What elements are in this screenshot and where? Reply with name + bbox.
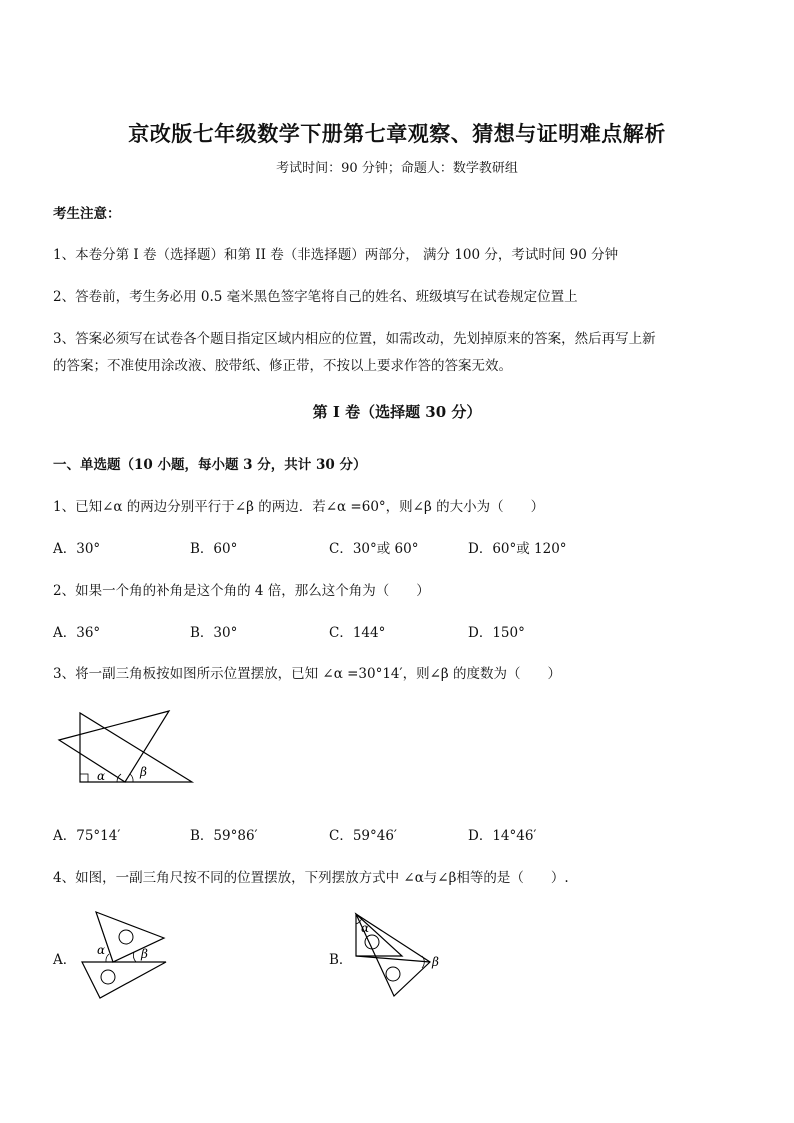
q4-option-b-label[interactable]: B． [329,952,353,968]
q2-option-b[interactable]: B．30° [190,625,238,641]
q4a-lower-triangle [82,962,166,998]
q3-option-a[interactable]: A．75°14′ [53,828,121,844]
q4a-upper-triangle [96,912,164,962]
part-heading: 一、单选题（10 小题，每小题 3 分，共计 30 分） [53,457,367,473]
q4a-beta-arc [133,952,136,962]
q2-option-a[interactable]: A．36° [53,625,101,641]
q1-option-c[interactable]: C．30°或 60° [329,541,419,557]
q4a-upper-hole [119,930,133,944]
exam-info: 考试时间：90 分钟；命题人：数学教研组 [276,161,518,176]
q4-figure-a[interactable] [78,910,188,1000]
q3-alpha-label: α [97,769,106,783]
q4-figure-b[interactable] [352,910,452,1000]
q4a-beta-label: β [141,947,148,961]
section-title: 第 I 卷（选择题 30 分） [312,403,482,421]
q4b-upper-hole [365,935,379,949]
q4b-beta-label: β [432,955,439,969]
q3-triangles-figure [55,708,205,788]
page-title: 京改版七年级数学下册第七章观察、猜想与证明难点解析 [128,121,666,146]
q4b-lower-hole [386,967,400,981]
q3-option-b[interactable]: B．59°86′ [190,828,258,844]
question-2-stem: 2、如果一个角的补角是这个角的 4 倍，那么这个角为（ ） [53,583,430,599]
q4b-shared-edge [356,956,430,962]
q3-triangle-set [59,711,169,782]
q4a-alpha-label: α [97,943,106,957]
note-item-1: 1、本卷分第 I 卷（选择题）和第 II 卷（非选择题）两部分， 满分 100 分，考试时间 90 分钟 [53,247,619,263]
q1-option-d[interactable]: D．60°或 120° [468,541,567,557]
q3-option-c[interactable]: C．59°46′ [329,828,398,844]
q4a-lower-hole [101,970,115,984]
question-4-stem: 4、如图，一副三角尺按不同的位置摆放，下列摆放方式中 ∠α与∠β相等的是（ ）. [53,870,569,886]
q3-option-d[interactable]: D．14°46′ [468,828,537,844]
q1-option-a[interactable]: A．30° [53,541,101,557]
question-3-stem: 3、将一副三角板按如图所示位置摆放，已知 ∠α =30°14′，则∠β 的度数为（ ） [53,666,561,682]
q4-option-a-label[interactable]: A． [53,952,77,968]
question-1-stem: 1、已知∠α 的两边分别平行于∠β 的两边．若∠α =60°，则∠β 的大小为（ ） [53,499,545,515]
q2-option-c[interactable]: C．144° [329,625,386,641]
q4b-alpha-label: α [361,921,370,935]
note-item-3-cont: 的答案；不准使用涂改液、胶带纸、修正带，不按以上要求作答的答案无效。 [53,358,512,374]
note-item-3: 3、答案必须写在试卷各个题目指定区域内相应的位置，如需改动，先划掉原来的答案，然后再写上新 [53,331,656,347]
note-item-2: 2、答卷前，考生务必用 0.5 毫米黑色签字笔将自己的姓名、班级填写在试卷规定位置上 [53,289,578,305]
notes-heading: 考生注意： [53,206,121,222]
q1-option-b[interactable]: B．60° [190,541,238,557]
q3-right-angle-mark [80,774,88,782]
q2-option-d[interactable]: D．150° [468,625,525,641]
q4a-alpha-arc [106,954,109,962]
q3-beta-arc [130,774,133,782]
q3-beta-label: β [140,765,147,779]
